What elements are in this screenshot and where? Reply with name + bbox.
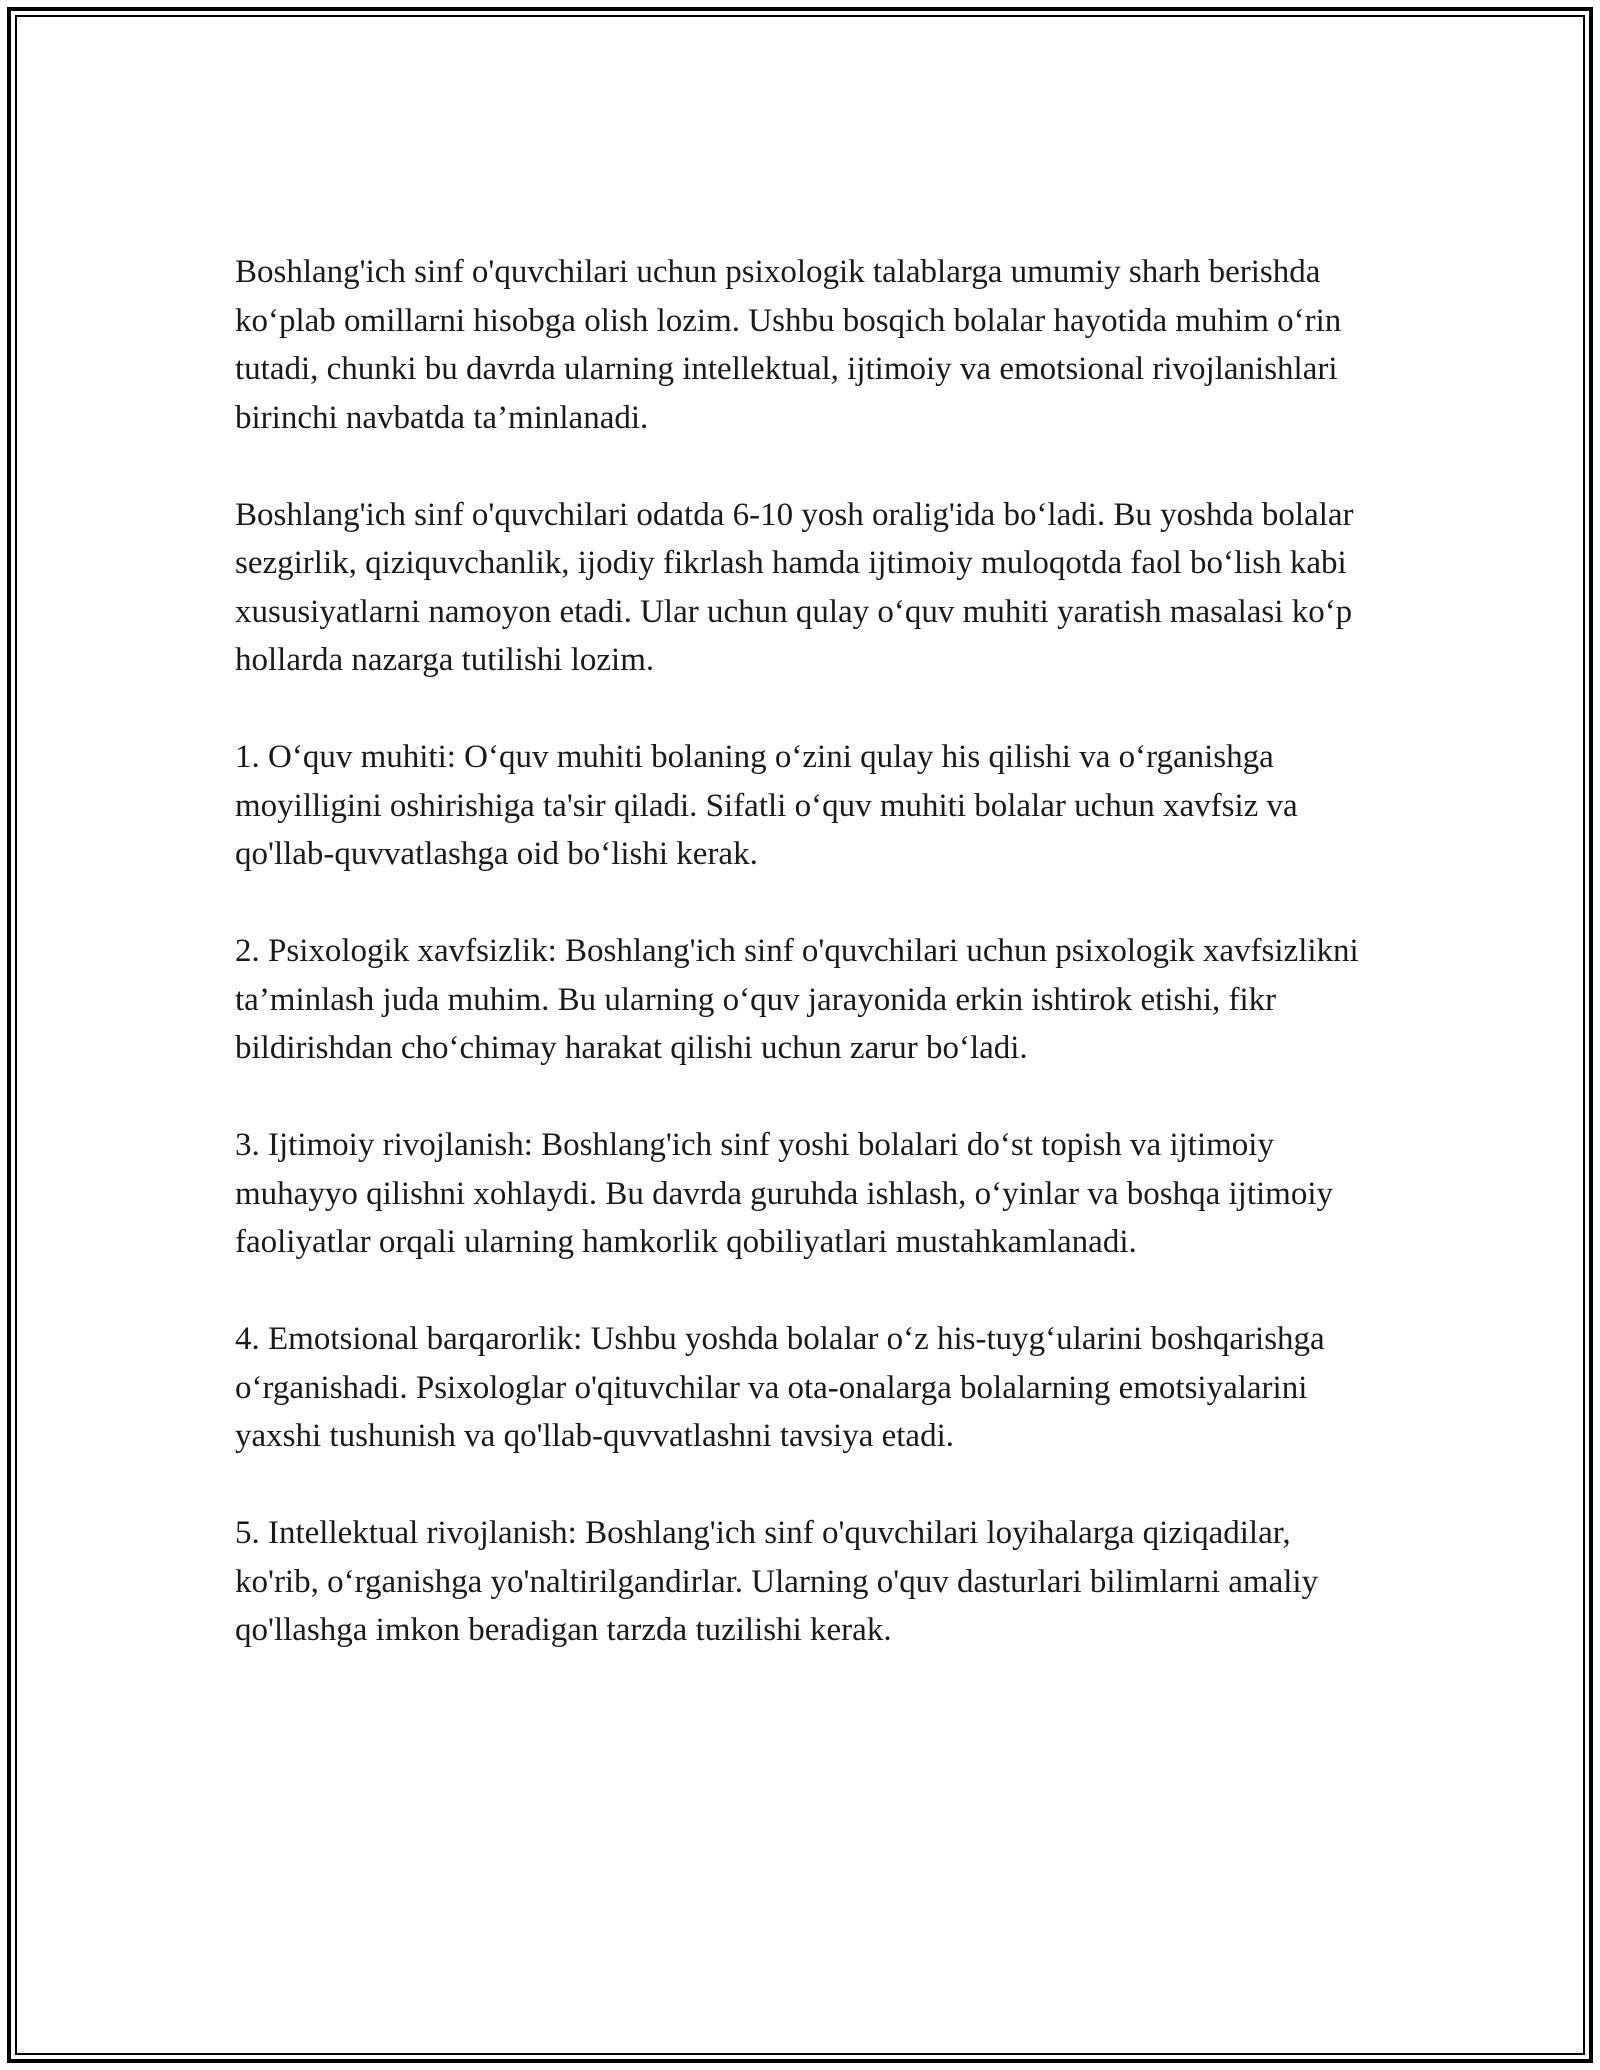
document-body (235, 248, 1370, 1703)
psychological-safety-paragraph: 2. Psixologik xavfsizlik: Boshlang'ich sinf o'quvchilari uchun psixologik xavfsizlikni ta’minlash juda muhim. Bu ularning o‘quv jarayonida erkin ishtirok etishi, fikr bildirishdan cho‘chimay harakat qilishi uchun zarur bo‘ladi. (235, 933, 1359, 1066)
emotional-stability-paragraph: 4. Emotsional barqarorlik: Ushbu yoshda bolalar o‘z his-tuyg‘ularini boshqarishga o‘rganishadi. Psixologlar o'qituvchilar va ota-onalarga bolalarning emotsiyalarini yaxshi tushunish va qo'llab-quvvatlashni tavsiya etadi. (235, 1321, 1325, 1454)
intro-paragraph: Boshlang'ich sinf o'quvchilari uchun psixologik talablarga umumiy sharh berishda ko‘plab omillarni hisobga olish lozim. Ushbu bosqich bolalar hayotida muhim o‘rin tutadi, chunki bu davrda ularning intellektual, ijtimoiy va emotsional rivojlanishlari birinchi navbatda ta’minlanadi. (235, 254, 1342, 436)
learning-environment-paragraph: 1. O‘quv muhiti: O‘quv muhiti bolaning o‘zini qulay his qilishi va o‘rganishga moyilligini oshirishiga ta'sir qiladi. Sifatli o‘quv muhiti bolalar uchun xavfsiz va qo'llab-quvvatlashga oid bo‘lishi kerak. (235, 739, 1298, 872)
intellectual-development-paragraph: 5. Intellektual rivojlanish: Boshlang'ich sinf o'quvchilari loyihalarga qiziqadilar, ko'rib, o‘rganishga yo'naltirilgandirlar. Ularning o'quv dasturlari bilimlarni amaliy qo'llashga imkon beradigan tarzda tuzilishi kerak. (235, 1515, 1319, 1648)
age-paragraph: Boshlang'ich sinf o'quvchilari odatda 6-10 yosh oralig'ida bo‘ladi. Bu yoshda bolalar sezgirlik, qiziquvchanlik, ijodiy fikrlash hamda ijtimoiy muloqotda faol bo‘lish kabi xususiyatlarni namoyon etadi. Ular uchun qulay o‘quv muhiti yaratish masalasi ko‘p hollarda nazarga tutilishi lozim. (235, 496, 1354, 678)
social-development-paragraph: 3. Ijtimoiy rivojlanish: Boshlang'ich sinf yoshi bolalari do‘st topish va ijtimoiy muhayyo qilishni xohlaydi. Bu davrda guruhda ishlash, o‘yinlar va boshqa ijtimoiy faoliyatlar orqali ularning hamkorlik qobiliyatlari mustahkamlanadi. (235, 1127, 1334, 1260)
